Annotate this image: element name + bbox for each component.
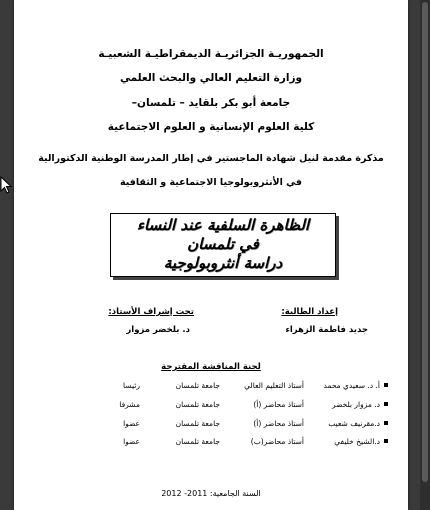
member-name: د.الشيخ خليفي xyxy=(334,437,380,446)
member-rank: أستاذ التعليم العالي xyxy=(244,381,304,390)
thesis-title-line2: في تلمسان xyxy=(187,235,259,253)
thesis-description-line2: في الأنثروبولوجيا الاجتماعية و الثقافية xyxy=(120,177,302,188)
committee-row xyxy=(14,437,408,449)
supervisor-name: د. بلخضر مزوار xyxy=(126,325,190,335)
bullet-icon xyxy=(384,383,388,387)
member-role: رئيسا xyxy=(123,381,140,390)
thesis-title-line3: دراسة أنثروبولوجية xyxy=(163,254,283,272)
committee-row xyxy=(14,419,408,431)
faculty-heading: كلية العلوم الإنسانية و العلوم الاجتماعية xyxy=(107,121,315,133)
ministry-heading: وزارة التعليم العالي والبحث العلمي xyxy=(119,72,303,84)
member-name: د. مزوار بلخضر xyxy=(331,400,380,409)
member-name: أ. د. سعيدي محمد xyxy=(323,381,380,390)
supervisor-label: تحت إشراف الأستاذ: xyxy=(108,307,194,317)
vertical-scrollbar[interactable] xyxy=(420,0,430,510)
student-label: إعداد الطالبة: xyxy=(281,307,338,317)
member-rank: أستاذ محاضر (أ) xyxy=(253,419,304,428)
committee-heading: لجنة المناقشة المقترحة xyxy=(161,362,261,372)
member-role: عضوا xyxy=(123,419,140,428)
member-role: مشرفا xyxy=(119,400,140,409)
thesis-title-line1: الظاهرة السلفية عند النساء xyxy=(136,216,310,234)
bullet-icon xyxy=(384,421,388,425)
thesis-title-box xyxy=(110,213,336,277)
member-institution: جامعة تلمسان xyxy=(175,437,220,446)
member-institution: جامعة تلمسان xyxy=(175,400,220,409)
member-rank: أستاذ محاضر (أ) xyxy=(253,400,304,409)
member-role: عضوا xyxy=(123,437,140,446)
member-institution: جامعة تلمسان xyxy=(175,419,220,428)
bullet-icon xyxy=(384,439,388,443)
academic-year: السنة الجامعية: 2011- 2012 xyxy=(161,489,261,498)
bullet-icon xyxy=(384,402,388,406)
committee-row xyxy=(14,381,408,393)
thesis-description-line1: مذكرة مقدمة لنيل شهادة الماجستير في إطار المدرسة الوطنية الدكتورالية xyxy=(38,153,384,164)
member-rank: أستاذ محاضر(ب) xyxy=(250,437,304,446)
member-institution: جامعة تلمسان xyxy=(175,381,220,390)
scrollbar-thumb[interactable] xyxy=(422,2,428,482)
committee-row xyxy=(14,400,408,412)
student-name: جديد فاطمة الزهراء xyxy=(285,325,368,335)
member-name: د.مقرنيف شعيب xyxy=(328,419,380,428)
document-page xyxy=(14,0,408,510)
republic-heading: الجمهوريـة الجزائريـة الديمقراطيـة الشعبيـة xyxy=(98,48,324,60)
mouse-cursor-icon xyxy=(0,176,12,194)
university-heading: جامعة أبو بكر بلقايد – تلمسان– xyxy=(131,97,291,109)
